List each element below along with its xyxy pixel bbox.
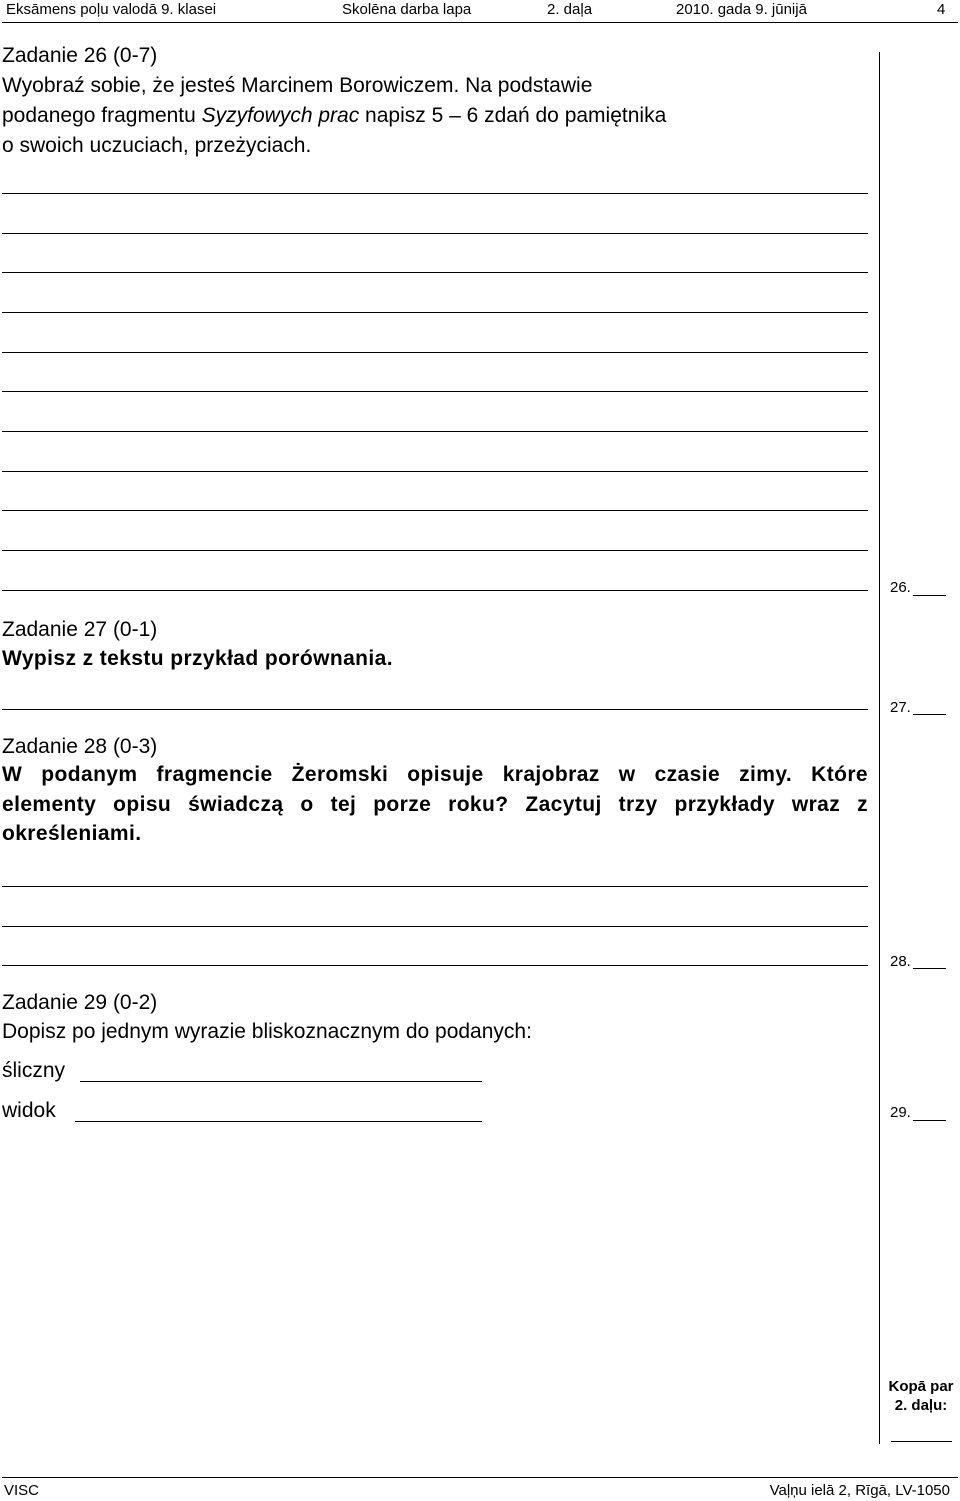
header-part: 2. daļa — [547, 1, 593, 18]
task28-title — [2, 735, 157, 759]
task28-instruction-line1: W podanym fragmencie Żeromski opisuje krajobraz w czasie zimy. Które — [2, 763, 868, 786]
answer-line[interactable] — [2, 550, 868, 551]
header-sheet: Skolēna darba lapa — [342, 1, 472, 18]
answer-line[interactable] — [2, 709, 868, 710]
task28-points: (0-3) — [112, 735, 158, 758]
task29-score-field[interactable] — [913, 1120, 946, 1121]
synonym-field-widok[interactable] — [75, 1121, 482, 1122]
task29-score-label: 29. — [890, 1104, 911, 1121]
synonym-field-sliczny[interactable] — [80, 1081, 482, 1082]
answer-line[interactable] — [2, 312, 868, 313]
task28-instruction-line2: elementy opisu świadczą o tej porze roku? Zacytuj trzy przykłady wraz z — [2, 793, 868, 816]
task26-points: (0-7) — [112, 44, 158, 67]
task26-instruction-line1: Wyobraź sobie, że jesteś Marcinem Borowiczem. Na podstawie — [2, 74, 593, 97]
answer-line[interactable] — [2, 193, 868, 194]
score-column-divider — [879, 52, 880, 1444]
answer-line[interactable] — [2, 590, 868, 591]
task27-label: Zadanie 27 — [2, 618, 108, 641]
task26-score-label: 26. — [890, 579, 911, 596]
footer-org: VISC — [4, 1482, 40, 1499]
task29-title — [2, 991, 157, 1015]
answer-line[interactable] — [2, 965, 868, 966]
total-label-line1: Kopā par — [888, 1378, 954, 1395]
header-divider — [2, 22, 958, 23]
task26-label: Zadanie 26 — [2, 44, 108, 67]
word-sliczny: śliczny — [2, 1059, 66, 1082]
task26-instruction-line2: podanego fragmentu Syzyfowych prac napisz 5 – 6 zdań do pamiętnika — [2, 104, 667, 127]
answer-line[interactable] — [2, 233, 868, 234]
header-exam: Eksāmens poļu valodā 9. klasei — [6, 1, 217, 18]
task27-instruction: Wypisz z tekstu przykład porównania. — [2, 647, 393, 670]
total-score-field[interactable] — [891, 1441, 952, 1442]
answer-line[interactable] — [2, 391, 868, 392]
footer-divider — [2, 1477, 958, 1478]
task27-score-field[interactable] — [913, 714, 946, 715]
answer-line[interactable] — [2, 510, 868, 511]
task29-label: Zadanie 29 — [2, 991, 108, 1014]
task27-score-label: 27. — [890, 699, 911, 716]
task29-points: (0-2) — [112, 991, 158, 1014]
task27-title — [2, 618, 157, 642]
answer-line[interactable] — [2, 431, 868, 432]
word-widok: widok — [2, 1099, 56, 1122]
book-title: Syzyfowych prac — [201, 104, 360, 127]
header-page-number: 4 — [937, 1, 946, 18]
total-label-line2: 2. daļu: — [894, 1397, 948, 1414]
answer-line[interactable] — [2, 272, 868, 273]
task28-label: Zadanie 28 — [2, 735, 108, 758]
answer-line[interactable] — [2, 471, 868, 472]
header-date: 2010. gada 9. jūnijā — [676, 1, 807, 18]
task28-score-field[interactable] — [913, 968, 946, 969]
task26-instruction-line3: o swoich uczuciach, przeżyciach. — [2, 134, 312, 157]
answer-line[interactable] — [2, 926, 868, 927]
task27-points: (0-1) — [112, 618, 158, 641]
task26-score-field[interactable] — [913, 595, 946, 596]
task28-instruction-line3: określeniami. — [2, 822, 142, 845]
answer-line[interactable] — [2, 352, 868, 353]
task29-instruction: Dopisz po jednym wyrazie bliskoznacznym do podanych: — [2, 1020, 532, 1043]
task28-score-label: 28. — [890, 953, 911, 970]
footer-address: Vaļņu ielā 2, Rīgā, LV-1050 — [769, 1482, 950, 1499]
task26-title — [2, 44, 157, 68]
answer-line[interactable] — [2, 886, 868, 887]
